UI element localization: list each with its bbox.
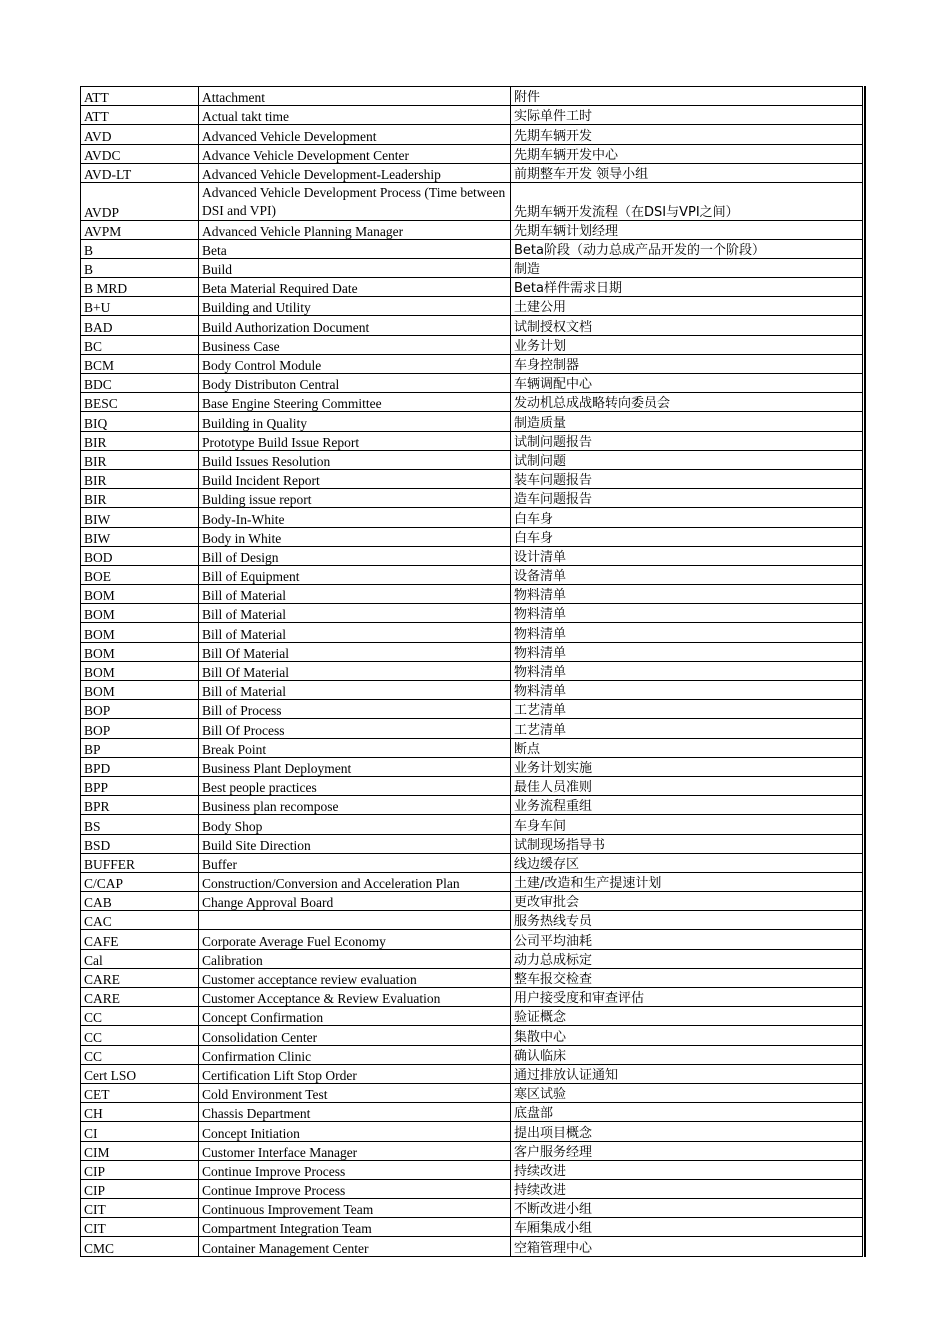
chinese-term-cell: Beta样件需求日期 (511, 278, 863, 297)
chinese-term-cell: 最佳人员准则 (511, 776, 863, 795)
table-row (81, 354, 863, 373)
abbreviation-cell: ATT (81, 106, 199, 125)
table-row (81, 604, 863, 623)
table-row (81, 719, 863, 738)
table-row (81, 968, 863, 987)
abbreviation-cell: BSD (81, 834, 199, 853)
english-term-cell: Advanced Vehicle Development-Leadership (199, 163, 511, 182)
chinese-term-cell: 白车身 (511, 527, 863, 546)
abbreviation-cell: AVPM (81, 220, 199, 239)
english-term-cell: Body Control Module (199, 354, 511, 373)
chinese-term-cell: 土建/改造和生产提速计划 (511, 872, 863, 891)
english-term-cell: Body Shop (199, 815, 511, 834)
table-row (81, 1064, 863, 1083)
chinese-term-cell: 实际单件工时 (511, 106, 863, 125)
english-term-cell: Change Approval Board (199, 892, 511, 911)
chinese-term-cell: 确认临床 (511, 1045, 863, 1064)
english-term-cell: Construction/Conversion and Acceleration Plan (199, 872, 511, 891)
table-row (81, 1179, 863, 1198)
english-term-cell (199, 911, 511, 930)
abbreviation-cell: CIP (81, 1160, 199, 1179)
table-row (81, 834, 863, 853)
table-row (81, 374, 863, 393)
abbreviation-cell: BCM (81, 354, 199, 373)
abbreviation-cell: CC (81, 1007, 199, 1026)
english-term-cell: Attachment (199, 87, 511, 106)
abbreviation-cell: BOD (81, 546, 199, 565)
chinese-term-cell: Beta阶段（动力总成产品开发的一个阶段） (511, 239, 863, 258)
abbreviation-cell: CIT (81, 1218, 199, 1237)
abbreviation-cell: CH (81, 1103, 199, 1122)
english-term-cell: Continue Improve Process (199, 1179, 511, 1198)
chinese-term-cell: 制造质量 (511, 412, 863, 431)
abbreviation-cell: BP (81, 738, 199, 757)
english-term-cell: Build Incident Report (199, 469, 511, 488)
english-term-cell: Advanced Vehicle Development Process (Time between DSI and VPI) (199, 182, 511, 220)
english-term-cell: Advanced Vehicle Development (199, 125, 511, 144)
abbreviation-cell: Cal (81, 949, 199, 968)
chinese-term-cell: 发动机总成战略转向委员会 (511, 393, 863, 412)
abbreviation-cell: BOE (81, 565, 199, 584)
english-term-cell: Actual takt time (199, 106, 511, 125)
abbreviation-cell: CIM (81, 1141, 199, 1160)
table-row (81, 258, 863, 277)
english-term-cell: Calibration (199, 949, 511, 968)
abbreviation-cell: BIR (81, 450, 199, 469)
chinese-term-cell: 试制问题报告 (511, 431, 863, 450)
table-row (81, 930, 863, 949)
abbreviation-cell: BOP (81, 700, 199, 719)
chinese-term-cell: 物料清单 (511, 661, 863, 680)
table-row (81, 872, 863, 891)
table-row (81, 182, 863, 220)
table-row (81, 585, 863, 604)
english-term-cell: Container Management Center (199, 1237, 511, 1256)
chinese-term-cell: 物料清单 (511, 623, 863, 642)
chinese-term-cell: 物料清单 (511, 604, 863, 623)
table-row (81, 796, 863, 815)
glossary-sheet (80, 86, 866, 1257)
english-term-cell: Beta (199, 239, 511, 258)
abbreviation-cell: Cert LSO (81, 1064, 199, 1083)
abbreviation-cell: BIW (81, 527, 199, 546)
table-row (81, 393, 863, 412)
english-term-cell: Building in Quality (199, 412, 511, 431)
english-term-cell: Consolidation Center (199, 1026, 511, 1045)
abbreviation-cell: BIR (81, 489, 199, 508)
table-row (81, 1218, 863, 1237)
abbreviation-cell: CAFE (81, 930, 199, 949)
table-row (81, 125, 863, 144)
table-row (81, 508, 863, 527)
abbreviation-cell: CARE (81, 968, 199, 987)
english-term-cell: Bill of Process (199, 700, 511, 719)
abbreviation-cell: BS (81, 815, 199, 834)
abbreviation-cell: BUFFER (81, 853, 199, 872)
abbreviation-cell: BPR (81, 796, 199, 815)
abbreviation-cell: B (81, 239, 199, 258)
abbreviation-cell: BOM (81, 623, 199, 642)
chinese-term-cell: 提出项目概念 (511, 1122, 863, 1141)
table-row (81, 738, 863, 757)
chinese-term-cell: 持续改进 (511, 1179, 863, 1198)
abbreviation-cell: BIW (81, 508, 199, 527)
abbreviation-cell: CET (81, 1083, 199, 1102)
table-row (81, 239, 863, 258)
chinese-term-cell: 不断改进小组 (511, 1199, 863, 1218)
glossary-table (80, 86, 863, 1257)
chinese-term-cell: 动力总成标定 (511, 949, 863, 968)
chinese-term-cell: 工艺清单 (511, 700, 863, 719)
english-term-cell: Business Case (199, 335, 511, 354)
chinese-term-cell: 先期车辆开发中心 (511, 144, 863, 163)
table-row (81, 681, 863, 700)
table-row (81, 431, 863, 450)
abbreviation-cell: BOM (81, 681, 199, 700)
english-term-cell: Bill of Design (199, 546, 511, 565)
chinese-term-cell: 装车问题报告 (511, 469, 863, 488)
table-row (81, 623, 863, 642)
abbreviation-cell: BIR (81, 431, 199, 450)
table-row (81, 1122, 863, 1141)
english-term-cell: Corporate Average Fuel Economy (199, 930, 511, 949)
table-row (81, 546, 863, 565)
abbreviation-cell: C/CAP (81, 872, 199, 891)
abbreviation-cell: BOM (81, 661, 199, 680)
chinese-term-cell: 试制问题 (511, 450, 863, 469)
table-row (81, 106, 863, 125)
english-term-cell: Build Issues Resolution (199, 450, 511, 469)
table-row (81, 1237, 863, 1256)
table-row (81, 892, 863, 911)
glossary-body (81, 87, 863, 1257)
chinese-term-cell: 先期车辆开发 (511, 125, 863, 144)
abbreviation-cell: BDC (81, 374, 199, 393)
abbreviation-cell: B MRD (81, 278, 199, 297)
table-row (81, 853, 863, 872)
abbreviation-cell: CARE (81, 988, 199, 1007)
english-term-cell: Best people practices (199, 776, 511, 795)
chinese-term-cell: 业务计划 (511, 335, 863, 354)
english-term-cell: Build Site Direction (199, 834, 511, 853)
table-row (81, 1199, 863, 1218)
chinese-term-cell: 车辆调配中心 (511, 374, 863, 393)
chinese-term-cell: 验证概念 (511, 1007, 863, 1026)
abbreviation-cell: AVDP (81, 182, 199, 220)
chinese-term-cell: 业务计划实施 (511, 757, 863, 776)
table-row (81, 469, 863, 488)
abbreviation-cell: CMC (81, 1237, 199, 1256)
english-term-cell: Body-In-White (199, 508, 511, 527)
abbreviation-cell: BOP (81, 719, 199, 738)
chinese-term-cell: 附件 (511, 87, 863, 106)
english-term-cell: Bulding issue report (199, 489, 511, 508)
abbreviation-cell: BAD (81, 316, 199, 335)
abbreviation-cell: CC (81, 1045, 199, 1064)
table-row (81, 489, 863, 508)
english-term-cell: Business Plant Deployment (199, 757, 511, 776)
english-term-cell: Buffer (199, 853, 511, 872)
table-row (81, 911, 863, 930)
table-row (81, 949, 863, 968)
english-term-cell: Concept Confirmation (199, 1007, 511, 1026)
abbreviation-cell: CIT (81, 1199, 199, 1218)
english-term-cell: Bill of Material (199, 681, 511, 700)
chinese-term-cell: 工艺清单 (511, 719, 863, 738)
abbreviation-cell: AVDC (81, 144, 199, 163)
english-term-cell: Build Authorization Document (199, 316, 511, 335)
chinese-term-cell: 试制现场指导书 (511, 834, 863, 853)
table-row (81, 87, 863, 106)
abbreviation-cell: B (81, 258, 199, 277)
english-term-cell: Advanced Vehicle Planning Manager (199, 220, 511, 239)
chinese-term-cell: 前期整车开发 领导小组 (511, 163, 863, 182)
chinese-term-cell: 整车报交检查 (511, 968, 863, 987)
chinese-term-cell: 先期车辆开发流程（在DSI与VPI之间） (511, 182, 863, 220)
abbreviation-cell: BPP (81, 776, 199, 795)
table-row (81, 988, 863, 1007)
abbreviation-cell: AVD-LT (81, 163, 199, 182)
english-term-cell: Chassis Department (199, 1103, 511, 1122)
english-term-cell: Break Point (199, 738, 511, 757)
chinese-term-cell: 服务热线专员 (511, 911, 863, 930)
chinese-term-cell: 车身车间 (511, 815, 863, 834)
table-row (81, 1160, 863, 1179)
table-row (81, 565, 863, 584)
chinese-term-cell: 持续改进 (511, 1160, 863, 1179)
abbreviation-cell: BC (81, 335, 199, 354)
table-row (81, 661, 863, 680)
table-row (81, 642, 863, 661)
abbreviation-cell: BOM (81, 642, 199, 661)
chinese-term-cell: 物料清单 (511, 585, 863, 604)
english-term-cell: Beta Material Required Date (199, 278, 511, 297)
abbreviation-cell: BESC (81, 393, 199, 412)
table-row (81, 412, 863, 431)
english-term-cell: Body in White (199, 527, 511, 546)
english-term-cell: Bill of Equipment (199, 565, 511, 584)
chinese-term-cell: 土建公用 (511, 297, 863, 316)
table-row (81, 316, 863, 335)
abbreviation-cell: BOM (81, 604, 199, 623)
chinese-term-cell: 试制授权文档 (511, 316, 863, 335)
table-row (81, 757, 863, 776)
chinese-term-cell: 空箱管理中心 (511, 1237, 863, 1256)
english-term-cell: Customer Acceptance & Review Evaluation (199, 988, 511, 1007)
abbreviation-cell: CC (81, 1026, 199, 1045)
table-row (81, 1026, 863, 1045)
abbreviation-cell: BIQ (81, 412, 199, 431)
chinese-term-cell: 更改审批会 (511, 892, 863, 911)
english-term-cell: Bill Of Process (199, 719, 511, 738)
table-row (81, 527, 863, 546)
english-term-cell: Body Distributon Central (199, 374, 511, 393)
english-term-cell: Continuous Improvement Team (199, 1199, 511, 1218)
chinese-term-cell: 白车身 (511, 508, 863, 527)
english-term-cell: Cold Environment Test (199, 1083, 511, 1102)
table-row (81, 815, 863, 834)
chinese-term-cell: 车厢集成小组 (511, 1218, 863, 1237)
abbreviation-cell: ATT (81, 87, 199, 106)
chinese-term-cell: 底盘部 (511, 1103, 863, 1122)
abbreviation-cell: CIP (81, 1179, 199, 1198)
english-term-cell: Confirmation Clinic (199, 1045, 511, 1064)
english-term-cell: Bill Of Material (199, 642, 511, 661)
english-term-cell: Customer acceptance review evaluation (199, 968, 511, 987)
english-term-cell: Bill Of Material (199, 661, 511, 680)
table-row (81, 1141, 863, 1160)
english-term-cell: Advance Vehicle Development Center (199, 144, 511, 163)
chinese-term-cell: 集散中心 (511, 1026, 863, 1045)
table-row (81, 450, 863, 469)
table-row (81, 163, 863, 182)
table-row (81, 776, 863, 795)
abbreviation-cell: BOM (81, 585, 199, 604)
chinese-term-cell: 断点 (511, 738, 863, 757)
chinese-term-cell: 线边缓存区 (511, 853, 863, 872)
table-row (81, 1045, 863, 1064)
chinese-term-cell: 业务流程重组 (511, 796, 863, 815)
chinese-term-cell: 寒区试验 (511, 1083, 863, 1102)
abbreviation-cell: BIR (81, 469, 199, 488)
chinese-term-cell: 造车问题报告 (511, 489, 863, 508)
chinese-term-cell: 设备清单 (511, 565, 863, 584)
english-term-cell: Certification Lift Stop Order (199, 1064, 511, 1083)
english-term-cell: Business plan recompose (199, 796, 511, 815)
table-row (81, 1083, 863, 1102)
english-term-cell: Bill of Material (199, 604, 511, 623)
chinese-term-cell: 通过排放认证通知 (511, 1064, 863, 1083)
chinese-term-cell: 公司平均油耗 (511, 930, 863, 949)
table-row (81, 297, 863, 316)
english-term-cell: Compartment Integration Team (199, 1218, 511, 1237)
abbreviation-cell: BPD (81, 757, 199, 776)
abbreviation-cell: CI (81, 1122, 199, 1141)
english-term-cell: Continue Improve Process (199, 1160, 511, 1179)
abbreviation-cell: CAB (81, 892, 199, 911)
abbreviation-cell: B+U (81, 297, 199, 316)
english-term-cell: Bill of Material (199, 585, 511, 604)
table-row (81, 144, 863, 163)
english-term-cell: Bill of Material (199, 623, 511, 642)
english-term-cell: Base Engine Steering Committee (199, 393, 511, 412)
english-term-cell: Customer Interface Manager (199, 1141, 511, 1160)
chinese-term-cell: 物料清单 (511, 681, 863, 700)
abbreviation-cell: CAC (81, 911, 199, 930)
chinese-term-cell: 物料清单 (511, 642, 863, 661)
abbreviation-cell: AVD (81, 125, 199, 144)
table-row (81, 1103, 863, 1122)
table-row (81, 700, 863, 719)
table-row (81, 335, 863, 354)
english-term-cell: Build (199, 258, 511, 277)
chinese-term-cell: 车身控制器 (511, 354, 863, 373)
chinese-term-cell: 客户服务经理 (511, 1141, 863, 1160)
chinese-term-cell: 用户接受度和审查评估 (511, 988, 863, 1007)
chinese-term-cell: 设计清单 (511, 546, 863, 565)
english-term-cell: Concept Initiation (199, 1122, 511, 1141)
chinese-term-cell: 制造 (511, 258, 863, 277)
english-term-cell: Building and Utility (199, 297, 511, 316)
table-row (81, 220, 863, 239)
table-row (81, 1007, 863, 1026)
chinese-term-cell: 先期车辆计划经理 (511, 220, 863, 239)
table-row (81, 278, 863, 297)
english-term-cell: Prototype Build Issue Report (199, 431, 511, 450)
